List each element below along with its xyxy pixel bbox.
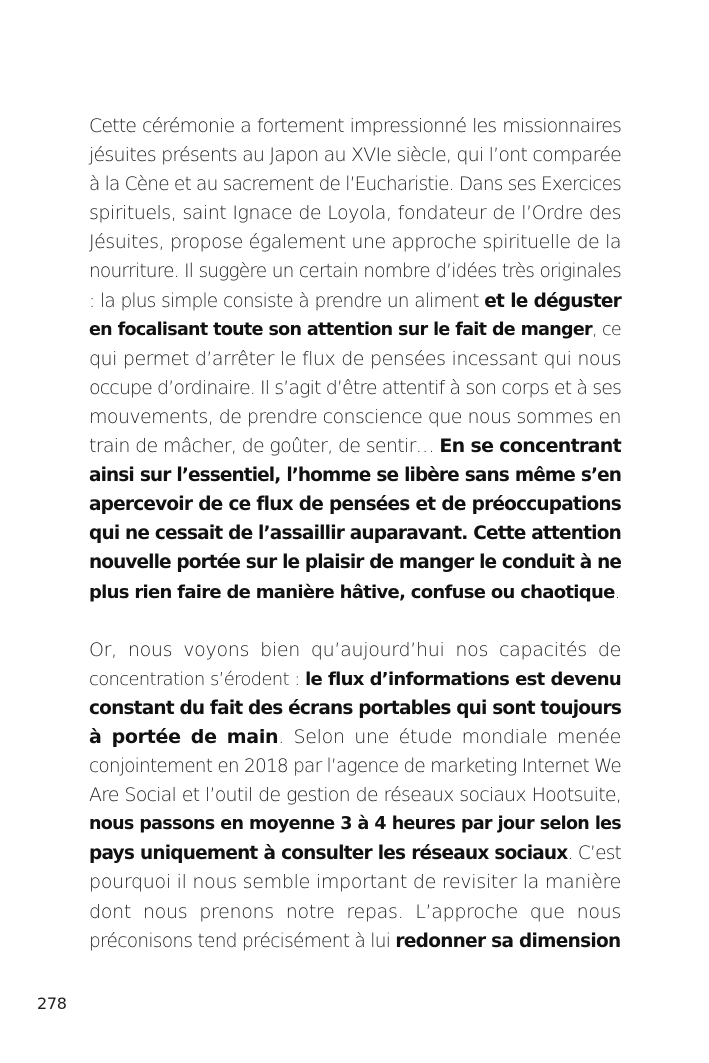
text-run: Are Social et l’outil de gestion de réseaux sociaux Hootsuite, — [89, 784, 621, 807]
text-run: spirituels, saint Ignace de Loyola, fondateur de l’Ordre des — [89, 202, 621, 225]
bold-text-run: apercevoir de ce flux de pensées et de préoccupations — [89, 494, 621, 516]
text-line — [89, 752, 621, 781]
text-line — [89, 898, 621, 927]
page-number: 278 — [37, 994, 67, 1013]
text-line — [89, 374, 621, 403]
text-line — [89, 141, 621, 170]
text-run: Or, nous voyons bien qu’aujourd’hui nos capacités de — [89, 638, 621, 661]
text-run: , ce — [591, 319, 621, 340]
text-run: : la plus simple consiste à prendre un aliment — [89, 290, 485, 312]
text-run: occupe d’ordinaire. Il s’agit d’être attentif à son corps et à ses — [89, 376, 621, 399]
text-run: Cette cérémonie a fortement impressionné les missionnaires — [89, 115, 621, 137]
text-run: Jésuites, propose également une approche spirituelle de la — [89, 231, 621, 254]
text-run: . Selon une étude mondiale menée — [278, 725, 621, 748]
text-line — [89, 781, 621, 810]
text-line — [89, 490, 621, 519]
text-line — [89, 345, 621, 374]
text-run: . C’est — [567, 843, 622, 865]
text-line — [89, 287, 621, 316]
bold-text-run: et le déguster — [484, 290, 621, 312]
text-line — [89, 519, 621, 548]
text-run: nourriture. Il suggère un certain nombre d’idées très originales — [89, 261, 621, 283]
text-line — [89, 228, 621, 257]
text-line — [89, 199, 621, 228]
text-run: qui permet d’arrêter le flux de pensées incessant qui nous — [89, 347, 621, 370]
text-line — [89, 810, 621, 839]
text-line — [89, 694, 621, 723]
paragraph-gap — [89, 607, 621, 636]
text-line — [89, 868, 621, 897]
text-line — [89, 548, 621, 577]
text-line — [89, 636, 621, 665]
text-run: dont nous prenons notre repas. L’approche que nous — [89, 900, 621, 923]
body-text — [89, 112, 621, 956]
text-line — [89, 839, 621, 868]
bold-text-run: En se concentrant — [439, 435, 621, 458]
text-run: conjointement en 2018 par l’agence de marketing Internet We — [89, 756, 621, 778]
text-line — [89, 112, 621, 141]
text-run: . — [614, 581, 620, 603]
text-line — [89, 665, 621, 694]
text-run: à la Cène et au sacrement de l’Eucharistie. Dans ses Exercices — [89, 174, 621, 196]
text-line — [89, 578, 621, 607]
bold-text-run: nouvelle portée sur le plaisir de manger le conduit à ne — [89, 552, 621, 574]
text-line — [89, 432, 621, 461]
bold-text-run: redonner sa dimension — [395, 930, 621, 952]
bold-text-run: ainsi sur l’essentiel, l’homme se libère sans même s’en — [89, 465, 621, 487]
bold-text-run: le flux d’informations est devenu — [305, 668, 622, 690]
bold-text-run: à portée de main — [89, 725, 279, 748]
paragraph-1 — [89, 112, 621, 607]
text-line — [89, 257, 621, 286]
text-run: préconisons tend précisément à lui — [89, 930, 396, 952]
bold-text-run: pays uniquement à consulter les réseaux sociaux — [89, 843, 568, 865]
text-run: concentration s’érodent : — [89, 668, 306, 690]
text-line — [89, 170, 621, 199]
text-run: pourquoi il nous semble important de revisiter la manière — [89, 871, 621, 894]
text-line — [89, 927, 621, 956]
text-run: jésuites présents au Japon au XVIe siècle, qui l’ont comparée — [89, 144, 621, 167]
bold-text-run: plus rien faire de manière hâtive, confuse ou chaotique — [89, 581, 615, 603]
text-line — [89, 723, 621, 752]
text-line — [89, 316, 621, 345]
paragraph-2 — [89, 636, 621, 956]
text-run: train de mâcher, de goûter, de sentir… — [89, 435, 440, 458]
text-line — [89, 403, 621, 432]
text-run: mouvements, de prendre conscience que nous sommes en — [89, 405, 621, 428]
bold-text-run: en focalisant toute son attention sur le fait de manger — [89, 319, 592, 340]
bold-text-run: qui ne cessait de l’assaillir auparavant. Cette attention — [89, 523, 621, 545]
bold-text-run: constant du fait des écrans portables qui sont toujours — [89, 697, 622, 719]
bold-text-run: nous passons en moyenne 3 à 4 heures par jour selon les — [89, 814, 621, 835]
text-line — [89, 461, 621, 490]
